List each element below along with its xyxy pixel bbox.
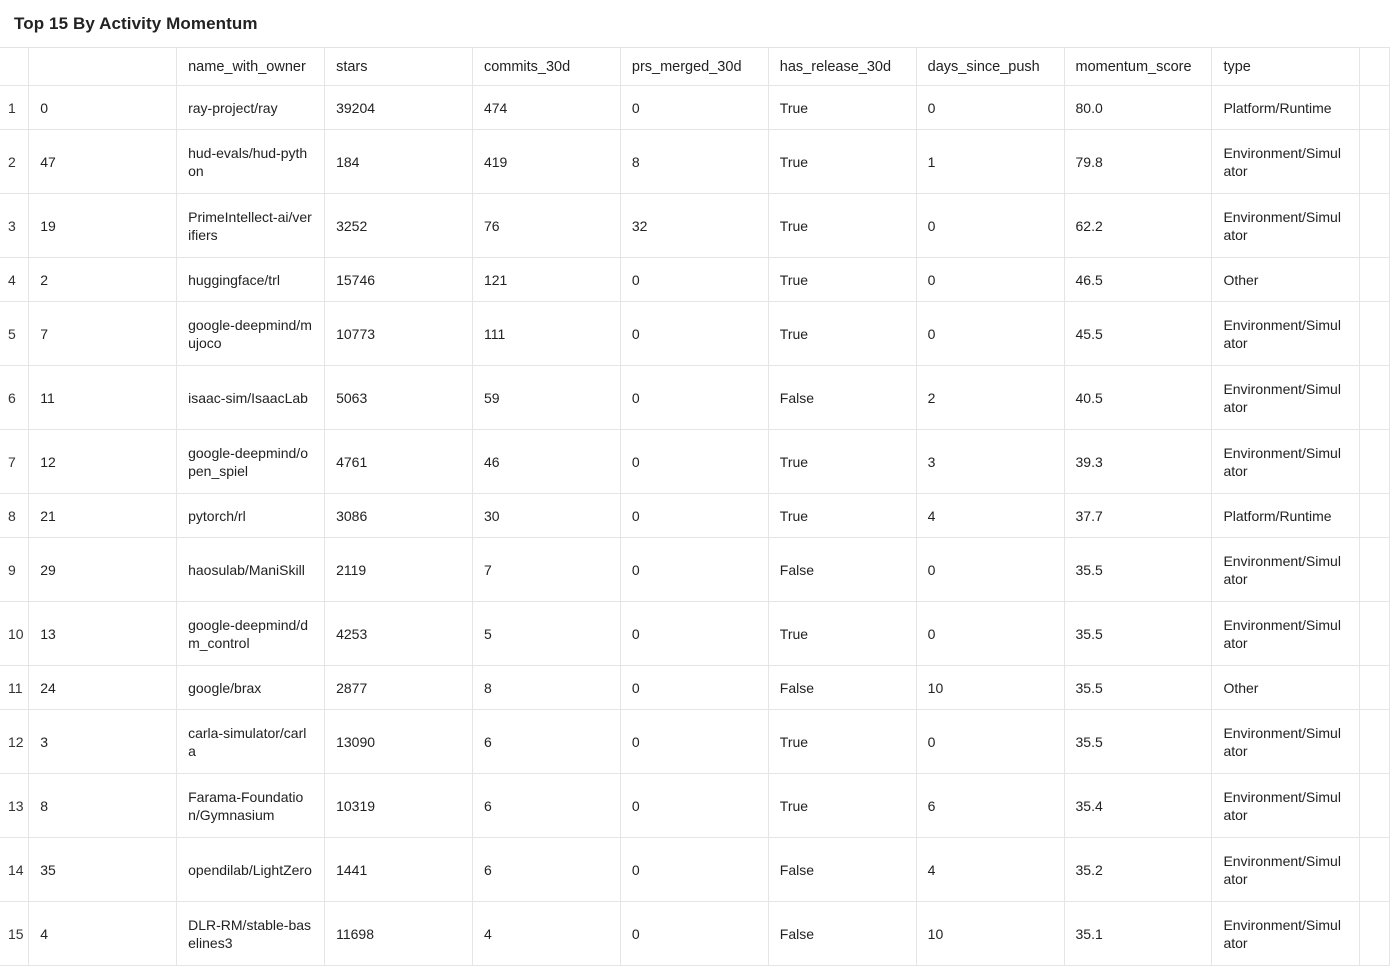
cell-prs-merged-30d[interactable]: 0	[620, 602, 768, 666]
table-row[interactable]	[0, 538, 1390, 602]
cell-momentum-score[interactable]: 37.7	[1064, 494, 1212, 538]
cell-days-since-push[interactable]: 6	[916, 774, 1064, 838]
cell-days-since-push[interactable]: 0	[916, 602, 1064, 666]
cell-has-release-30d[interactable]: True	[768, 710, 916, 774]
cell-index[interactable]: 35	[29, 838, 177, 902]
cell-momentum-score[interactable]: 35.2	[1064, 838, 1212, 902]
cell-index[interactable]: 24	[29, 666, 177, 710]
cell-name-with-owner[interactable]: PrimeIntellect-ai/verifiers	[177, 194, 325, 258]
column-header-commits-30d[interactable]: commits_30d	[472, 48, 620, 86]
cell-stars[interactable]: 184	[325, 130, 473, 194]
cell-name-with-owner[interactable]: haosulab/ManiSkill	[177, 538, 325, 602]
cell-stars[interactable]: 11698	[325, 902, 473, 966]
cell-index[interactable]: 3	[29, 710, 177, 774]
cell-commits-30d[interactable]: 8	[472, 666, 620, 710]
cell-has-release-30d[interactable]: False	[768, 538, 916, 602]
row-number[interactable]: 9	[0, 538, 29, 602]
cell-prs-merged-30d[interactable]: 0	[620, 838, 768, 902]
column-header-index[interactable]	[29, 48, 177, 86]
column-header-name-with-owner[interactable]: name_with_owner	[177, 48, 325, 86]
cell-stars[interactable]: 4253	[325, 602, 473, 666]
cell-name-with-owner[interactable]: ray-project/ray	[177, 86, 325, 130]
cell-prs-merged-30d[interactable]: 0	[620, 86, 768, 130]
table-row[interactable]	[0, 258, 1390, 302]
cell-type[interactable]: Environment/Simulator	[1212, 130, 1360, 194]
cell-type[interactable]: Environment/Simulator	[1212, 774, 1360, 838]
cell-days-since-push[interactable]: 10	[916, 902, 1064, 966]
cell-days-since-push[interactable]: 0	[916, 710, 1064, 774]
cell-index[interactable]: 12	[29, 430, 177, 494]
cell-momentum-score[interactable]: 35.5	[1064, 666, 1212, 710]
cell-prs-merged-30d[interactable]: 0	[620, 302, 768, 366]
cell-days-since-push[interactable]: 0	[916, 538, 1064, 602]
table-row[interactable]	[0, 902, 1390, 966]
cell-momentum-score[interactable]: 80.0	[1064, 86, 1212, 130]
row-number[interactable]: 1	[0, 86, 29, 130]
cell-days-since-push[interactable]: 1	[916, 130, 1064, 194]
cell-index[interactable]: 21	[29, 494, 177, 538]
cell-type[interactable]: Other	[1212, 258, 1360, 302]
cell-days-since-push[interactable]: 0	[916, 86, 1064, 130]
cell-has-release-30d[interactable]: True	[768, 130, 916, 194]
cell-type[interactable]: Platform/Runtime	[1212, 86, 1360, 130]
cell-type[interactable]: Environment/Simulator	[1212, 710, 1360, 774]
cell-days-since-push[interactable]: 3	[916, 430, 1064, 494]
cell-days-since-push[interactable]: 0	[916, 258, 1064, 302]
table-row[interactable]	[0, 302, 1390, 366]
cell-index[interactable]: 0	[29, 86, 177, 130]
table-row[interactable]	[0, 774, 1390, 838]
row-spacer	[1360, 430, 1390, 494]
cell-commits-30d[interactable]: 4	[472, 902, 620, 966]
column-header-prs-merged-30d[interactable]: prs_merged_30d	[620, 48, 768, 86]
cell-prs-merged-30d[interactable]: 0	[620, 494, 768, 538]
table-row[interactable]	[0, 602, 1390, 666]
table-row[interactable]	[0, 494, 1390, 538]
cell-days-since-push[interactable]: 0	[916, 302, 1064, 366]
cell-type[interactable]: Environment/Simulator	[1212, 902, 1360, 966]
title-bar	[0, 0, 1390, 48]
cell-days-since-push[interactable]: 4	[916, 838, 1064, 902]
cell-stars[interactable]: 15746	[325, 258, 473, 302]
cell-index[interactable]: 47	[29, 130, 177, 194]
cell-stars[interactable]: 3086	[325, 494, 473, 538]
cell-type[interactable]: Environment/Simulator	[1212, 302, 1360, 366]
cell-commits-30d[interactable]: 7	[472, 538, 620, 602]
cell-stars[interactable]: 3252	[325, 194, 473, 258]
cell-commits-30d[interactable]: 59	[472, 366, 620, 430]
cell-type[interactable]: Other	[1212, 666, 1360, 710]
cell-has-release-30d[interactable]: True	[768, 194, 916, 258]
cell-has-release-30d[interactable]: True	[768, 774, 916, 838]
cell-name-with-owner[interactable]: google/brax	[177, 666, 325, 710]
row-spacer	[1360, 902, 1390, 966]
cell-days-since-push[interactable]: 10	[916, 666, 1064, 710]
data-table	[0, 48, 1390, 966]
table-row[interactable]	[0, 86, 1390, 130]
cell-index[interactable]: 13	[29, 602, 177, 666]
cell-name-with-owner[interactable]: google-deepmind/mujoco	[177, 302, 325, 366]
column-header-has-release-30d[interactable]: has_release_30d	[768, 48, 916, 86]
cell-momentum-score[interactable]: 35.5	[1064, 602, 1212, 666]
cell-momentum-score[interactable]: 40.5	[1064, 366, 1212, 430]
table-row[interactable]	[0, 666, 1390, 710]
row-number[interactable]: 14	[0, 838, 29, 902]
cell-index[interactable]: 29	[29, 538, 177, 602]
cell-stars[interactable]: 10773	[325, 302, 473, 366]
row-number[interactable]: 15	[0, 902, 29, 966]
row-spacer	[1360, 130, 1390, 194]
cell-momentum-score[interactable]: 62.2	[1064, 194, 1212, 258]
row-number[interactable]: 7	[0, 430, 29, 494]
cell-commits-30d[interactable]: 5	[472, 602, 620, 666]
column-header-days-since-push[interactable]: days_since_push	[916, 48, 1064, 86]
cell-prs-merged-30d[interactable]: 0	[620, 710, 768, 774]
row-spacer	[1360, 494, 1390, 538]
cell-type[interactable]: Platform/Runtime	[1212, 494, 1360, 538]
row-spacer	[1360, 602, 1390, 666]
cell-stars[interactable]: 39204	[325, 86, 473, 130]
column-header-type[interactable]: type	[1212, 48, 1360, 86]
column-header-rownum[interactable]	[0, 48, 29, 86]
cell-name-with-owner[interactable]: Farama-Foundation/Gymnasium	[177, 774, 325, 838]
cell-momentum-score[interactable]: 35.4	[1064, 774, 1212, 838]
cell-commits-30d[interactable]: 111	[472, 302, 620, 366]
row-number[interactable]: 2	[0, 130, 29, 194]
column-header-spacer	[1360, 48, 1390, 86]
row-spacer	[1360, 774, 1390, 838]
page-title: Top 15 By Activity Momentum	[14, 13, 258, 33]
cell-name-with-owner[interactable]: pytorch/rl	[177, 494, 325, 538]
cell-momentum-score[interactable]: 35.5	[1064, 710, 1212, 774]
cell-stars[interactable]: 2119	[325, 538, 473, 602]
row-number[interactable]: 6	[0, 366, 29, 430]
cell-commits-30d[interactable]: 419	[472, 130, 620, 194]
cell-momentum-score[interactable]: 79.8	[1064, 130, 1212, 194]
row-spacer	[1360, 366, 1390, 430]
cell-momentum-score[interactable]: 39.3	[1064, 430, 1212, 494]
cell-has-release-30d[interactable]: False	[768, 838, 916, 902]
cell-prs-merged-30d[interactable]: 0	[620, 902, 768, 966]
cell-name-with-owner[interactable]: google-deepmind/open_spiel	[177, 430, 325, 494]
cell-momentum-score[interactable]: 35.5	[1064, 538, 1212, 602]
cell-days-since-push[interactable]: 2	[916, 366, 1064, 430]
cell-stars[interactable]: 10319	[325, 774, 473, 838]
cell-commits-30d[interactable]: 6	[472, 710, 620, 774]
cell-prs-merged-30d[interactable]: 8	[620, 130, 768, 194]
cell-type[interactable]: Environment/Simulator	[1212, 430, 1360, 494]
cell-days-since-push[interactable]: 4	[916, 494, 1064, 538]
cell-index[interactable]: 7	[29, 302, 177, 366]
row-spacer	[1360, 194, 1390, 258]
row-number[interactable]: 5	[0, 302, 29, 366]
cell-stars[interactable]: 4761	[325, 430, 473, 494]
cell-stars[interactable]: 13090	[325, 710, 473, 774]
cell-name-with-owner[interactable]: isaac-sim/IsaacLab	[177, 366, 325, 430]
table-row[interactable]	[0, 366, 1390, 430]
cell-commits-30d[interactable]: 121	[472, 258, 620, 302]
cell-prs-merged-30d[interactable]: 0	[620, 258, 768, 302]
cell-index[interactable]: 2	[29, 258, 177, 302]
cell-prs-merged-30d[interactable]: 0	[620, 430, 768, 494]
column-header-momentum-score[interactable]: momentum_score	[1064, 48, 1212, 86]
cell-has-release-30d[interactable]: False	[768, 666, 916, 710]
cell-momentum-score[interactable]: 46.5	[1064, 258, 1212, 302]
row-number[interactable]: 12	[0, 710, 29, 774]
cell-days-since-push[interactable]: 0	[916, 194, 1064, 258]
cell-name-with-owner[interactable]: huggingface/trl	[177, 258, 325, 302]
table-row[interactable]	[0, 430, 1390, 494]
cell-name-with-owner[interactable]: opendilab/LightZero	[177, 838, 325, 902]
cell-has-release-30d[interactable]: False	[768, 366, 916, 430]
cell-prs-merged-30d[interactable]: 0	[620, 774, 768, 838]
cell-prs-merged-30d[interactable]: 0	[620, 666, 768, 710]
cell-has-release-30d[interactable]: True	[768, 302, 916, 366]
cell-type[interactable]: Environment/Simulator	[1212, 538, 1360, 602]
cell-prs-merged-30d[interactable]: 0	[620, 538, 768, 602]
cell-has-release-30d[interactable]: True	[768, 430, 916, 494]
cell-commits-30d[interactable]: 6	[472, 774, 620, 838]
cell-name-with-owner[interactable]: carla-simulator/carla	[177, 710, 325, 774]
table-row[interactable]	[0, 130, 1390, 194]
row-spacer	[1360, 838, 1390, 902]
cell-index[interactable]: 11	[29, 366, 177, 430]
cell-has-release-30d[interactable]: True	[768, 258, 916, 302]
cell-name-with-owner[interactable]: google-deepmind/dm_control	[177, 602, 325, 666]
table-row[interactable]	[0, 194, 1390, 258]
row-number[interactable]: 8	[0, 494, 29, 538]
cell-index[interactable]: 8	[29, 774, 177, 838]
row-spacer	[1360, 666, 1390, 710]
row-number[interactable]: 13	[0, 774, 29, 838]
cell-momentum-score[interactable]: 45.5	[1064, 302, 1212, 366]
cell-has-release-30d[interactable]: True	[768, 602, 916, 666]
cell-type[interactable]: Environment/Simulator	[1212, 194, 1360, 258]
row-spacer	[1360, 710, 1390, 774]
column-header-stars[interactable]: stars	[325, 48, 473, 86]
row-number[interactable]: 11	[0, 666, 29, 710]
table-row[interactable]	[0, 838, 1390, 902]
cell-commits-30d[interactable]: 76	[472, 194, 620, 258]
cell-commits-30d[interactable]: 46	[472, 430, 620, 494]
row-number[interactable]: 3	[0, 194, 29, 258]
table-row[interactable]	[0, 710, 1390, 774]
cell-name-with-owner[interactable]: hud-evals/hud-python	[177, 130, 325, 194]
row-spacer	[1360, 302, 1390, 366]
cell-momentum-score[interactable]: 35.1	[1064, 902, 1212, 966]
cell-type[interactable]: Environment/Simulator	[1212, 602, 1360, 666]
cell-type[interactable]: Environment/Simulator	[1212, 838, 1360, 902]
cell-has-release-30d[interactable]: False	[768, 902, 916, 966]
row-spacer	[1360, 538, 1390, 602]
cell-index[interactable]: 19	[29, 194, 177, 258]
cell-prs-merged-30d[interactable]: 0	[620, 366, 768, 430]
row-spacer	[1360, 258, 1390, 302]
row-number[interactable]: 10	[0, 602, 29, 666]
row-spacer	[1360, 86, 1390, 130]
cell-prs-merged-30d[interactable]: 32	[620, 194, 768, 258]
cell-stars[interactable]: 1441	[325, 838, 473, 902]
header-row	[0, 48, 1390, 86]
cell-commits-30d[interactable]: 474	[472, 86, 620, 130]
cell-stars[interactable]: 2877	[325, 666, 473, 710]
cell-type[interactable]: Environment/Simulator	[1212, 366, 1360, 430]
cell-has-release-30d[interactable]: True	[768, 86, 916, 130]
cell-stars[interactable]: 5063	[325, 366, 473, 430]
cell-has-release-30d[interactable]: True	[768, 494, 916, 538]
cell-commits-30d[interactable]: 30	[472, 494, 620, 538]
cell-commits-30d[interactable]: 6	[472, 838, 620, 902]
row-number[interactable]: 4	[0, 258, 29, 302]
cell-index[interactable]: 4	[29, 902, 177, 966]
cell-name-with-owner[interactable]: DLR-RM/stable-baselines3	[177, 902, 325, 966]
